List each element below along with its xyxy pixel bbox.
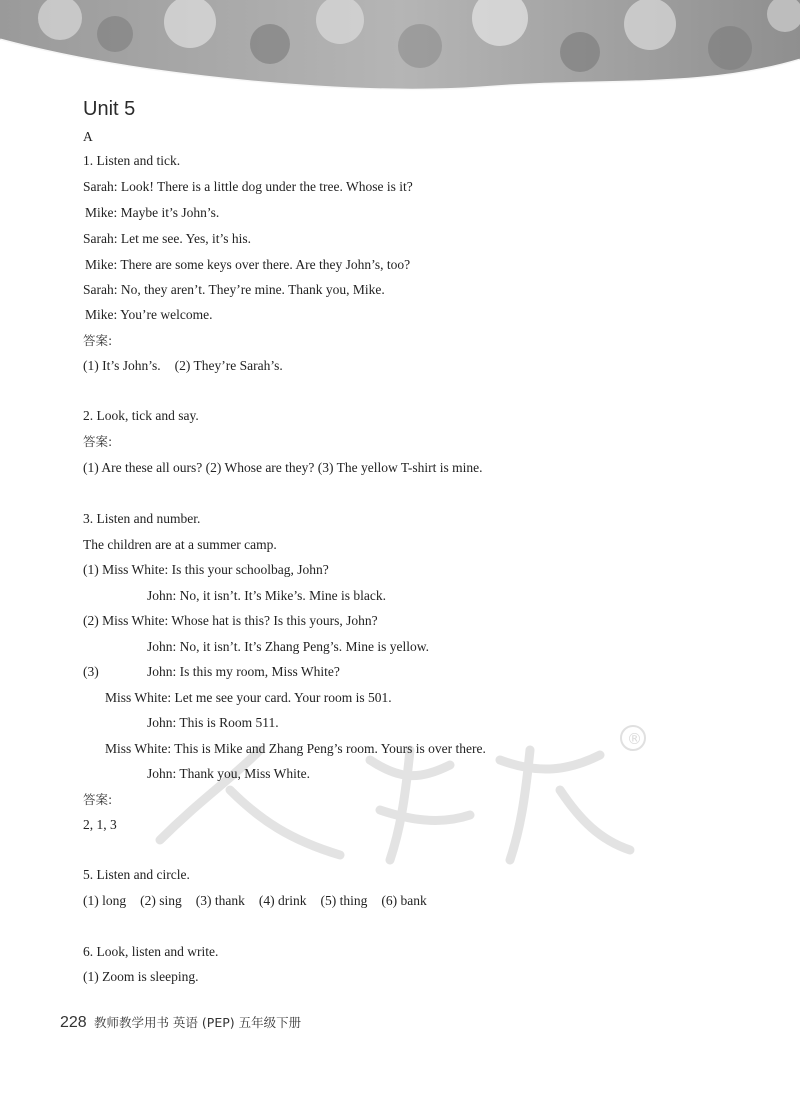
item-3-dialogue-line: John: Is this my room, Miss White? — [147, 664, 340, 679]
item-3-dialogue-line: (2) Miss White: Whose hat is this? Is this yours, John? — [83, 613, 378, 628]
item-3-dialogue-line: Miss White: Let me see your card. Your room is 501. — [105, 690, 392, 705]
item-3-answer: 2, 1, 3 — [83, 817, 117, 832]
item-3-dialogue-line: John: Thank you, Miss White. — [147, 766, 311, 781]
unit-title: Unit 5 — [83, 98, 136, 120]
item-3-number-label: (3) — [83, 664, 99, 679]
item-1-dialogue-line: Sarah: No, they aren’t. They’re mine. Thank you, Mike. — [83, 282, 385, 297]
item-6-heading: 6. Look, listen and write. — [83, 944, 219, 959]
item-5-option: (3) thank — [195, 893, 245, 908]
item-3-dialogue-line: John: No, it isn’t. It’s Mike’s. Mine is black. — [147, 588, 386, 603]
item-2-answer: (1) Are these all ours? (2) Whose are they? (3) The yellow T-shirt is mine. — [83, 460, 483, 475]
item-1-answer: (2) They’re Sarah’s. — [174, 358, 283, 373]
item-3-intro: The children are at a summer camp. — [83, 537, 277, 552]
section-label: A — [83, 129, 93, 144]
item-2-heading: 2. Look, tick and say. — [83, 408, 199, 423]
item-3-answer-label: 答案: — [83, 792, 113, 807]
item-3-dialogue-line: John: No, it isn’t. It’s Zhang Peng’s. Mine is yellow. — [147, 639, 429, 654]
watermark-registered-mark: ® — [627, 730, 642, 748]
item-1-dialogue-line: Sarah: Look! There is a little dog under the tree. Whose is it? — [83, 179, 413, 194]
item-5-option: (4) drink — [258, 893, 307, 908]
item-5-option: (2) sing — [140, 893, 182, 908]
floral-header-image — [0, 0, 800, 92]
item-5-option: (6) bank — [381, 893, 427, 908]
item-1-answers — [83, 357, 283, 375]
item-1-dialogue-line: Mike: Maybe it’s John’s. — [85, 205, 220, 220]
page-footer — [60, 1013, 301, 1032]
item-3-heading: 3. Listen and number. — [83, 511, 201, 526]
item-3-dialogue-line: Miss White: This is Mike and Zhang Peng’s room. Yours is over there. — [105, 741, 486, 756]
item-2-answer-label: 答案: — [83, 434, 113, 449]
item-6-first-line: (1) Zoom is sleeping. — [83, 969, 199, 984]
item-3-dialogue-line: (1) Miss White: Is this your schoolbag, John? — [83, 562, 329, 577]
item-3-dialogue-line: John: This is Room 511. — [147, 715, 279, 730]
item-5-heading: 5. Listen and circle. — [83, 867, 190, 882]
item-1-dialogue-line: Mike: There are some keys over there. Are they John’s, too? — [85, 257, 411, 272]
item-5-option: (5) thing — [320, 893, 368, 908]
item-5-option: (1) long — [83, 893, 127, 908]
item-1-answer: (1) It’s John’s. — [83, 358, 161, 373]
item-1-dialogue-line: Sarah: Let me see. Yes, it’s his. — [83, 231, 251, 246]
item-5-options — [83, 892, 427, 910]
page-number: 228 — [60, 1014, 87, 1031]
item-1-heading: 1. Listen and tick. — [83, 153, 181, 168]
item-1-answer-label: 答案: — [83, 333, 113, 348]
item-1-dialogue-line: Mike: You’re welcome. — [85, 307, 213, 322]
book-title: 教师教学用书 英语 (PEP) 五年级下册 — [93, 1015, 302, 1030]
